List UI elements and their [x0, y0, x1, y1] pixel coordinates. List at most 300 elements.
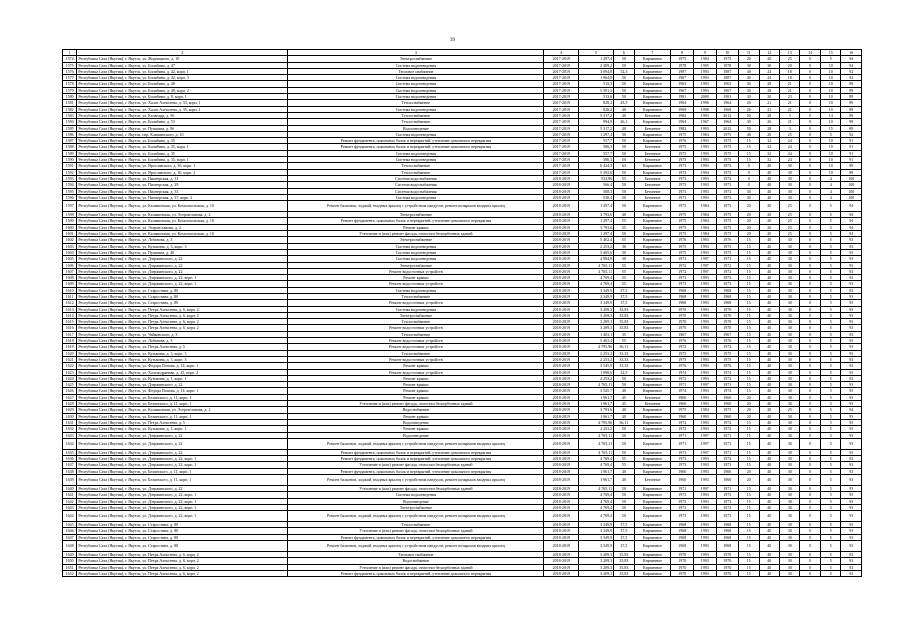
- table-cell-col-12: 40: [759, 319, 779, 325]
- table-cell-col-6: 55: [614, 224, 634, 230]
- table-cell-col-3: Система водоотведения: [288, 249, 544, 255]
- table-cell-col-13: 30: [780, 331, 800, 337]
- table-cell-col-14: 0: [800, 344, 820, 350]
- table-cell-col-8: 1964: [671, 100, 694, 106]
- table-cell-col-10: 1960: [716, 394, 739, 400]
- table-cell-col-5: 3 209,3: [579, 325, 614, 331]
- table-cell-col-7: Кирпичное: [634, 558, 671, 564]
- table-cell-col-8: 1967: [671, 87, 694, 93]
- table-cell-col-1: 1642: [63, 498, 77, 504]
- table-cell-col-15: 5: [820, 131, 840, 137]
- table-cell-col-12: 40: [759, 262, 779, 268]
- table-cell-col-7: Кирпичное: [634, 81, 671, 87]
- table-cell-col-14: 0: [800, 504, 820, 510]
- table-cell-col-11: 40: [739, 75, 759, 81]
- table-cell-col-14: 0: [800, 432, 820, 438]
- table-cell-col-14: 0: [800, 201, 820, 212]
- table-cell-col-14: 0: [800, 106, 820, 112]
- table-cell-col-2: Республика Саха (Якутия), г. Якутск, ул. Ярославского, д. 30, корп. 1: [77, 163, 288, 169]
- table-cell-col-6: 30: [614, 249, 634, 255]
- table-cell-col-12: 40: [759, 449, 779, 455]
- table-cell-col-15: 10: [820, 144, 840, 150]
- table-cell-col-9: 1997: [693, 262, 716, 268]
- table-cell-col-2: Республика Саха (Якутия), г. Якутск, ул. Эсеров/ланова, д. 2: [77, 224, 288, 230]
- table-cell-col-7: Кирпичное: [634, 218, 671, 224]
- table-cell-col-6: 40: [614, 112, 634, 118]
- table-cell-col-8: 1975: [671, 150, 694, 156]
- table-cell-col-15: 5: [820, 243, 840, 249]
- table-cell-col-4: 2018-2019: [544, 338, 579, 344]
- table-cell-col-15: 5: [820, 375, 840, 381]
- table-cell-col-1: 1598: [63, 212, 77, 218]
- table-cell-col-7: Кирпичное: [634, 449, 671, 455]
- table-cell-col-11: 26: [739, 106, 759, 112]
- table-cell-col-6: 50: [614, 138, 634, 144]
- table-cell-col-1: 1639: [63, 475, 77, 486]
- table-cell-col-11: 15: [739, 419, 759, 425]
- table-cell-col-11: 0: [739, 175, 759, 181]
- table-cell-col-4: 2018-2019: [544, 468, 579, 474]
- table-cell-col-1: 1615: [63, 319, 77, 325]
- table-cell-col-16: 93: [841, 534, 862, 540]
- table-cell-col-14: 0: [800, 188, 820, 194]
- table-cell-col-5: 1 297,4: [579, 56, 614, 62]
- table-cell-col-13: 20: [780, 62, 800, 68]
- table-cell-col-6: 50: [614, 382, 634, 388]
- table-cell-col-15: 5: [820, 325, 840, 331]
- table-cell-col-3: Тепловое снабжение: [288, 552, 544, 558]
- table-cell-col-10: 1971: [716, 486, 739, 492]
- table-cell-col-3: Ремонт водосточных устройств: [288, 369, 544, 375]
- table-cell-col-8: 1975: [671, 131, 694, 137]
- table-cell-col-16: 94: [841, 201, 862, 212]
- table-cell-col-9: 1993: [693, 188, 716, 194]
- table-cell-col-10: 1973: [716, 462, 739, 468]
- table-cell-col-8: 1975: [671, 249, 694, 255]
- table-cell-col-1: 1646: [63, 528, 77, 534]
- table-cell-col-13: 24: [780, 157, 800, 163]
- table-cell-col-7: Кирпичное: [634, 306, 671, 312]
- table-cell-col-2: Республика Саха (Якутия), г. Якутск, ул. Билибина, д. 48, корп. 2: [77, 87, 288, 93]
- table-cell-col-11: 15: [739, 356, 759, 362]
- table-cell-col-10: 1975: [716, 150, 739, 156]
- table-cell-col-7: Кирпичное: [634, 300, 671, 306]
- table-cell-col-1: 1619: [63, 344, 77, 350]
- table-cell-col-5: 2 253,2: [579, 350, 614, 356]
- table-cell-col-1: 1588: [63, 144, 77, 150]
- table-cell-col-11: 15: [739, 157, 759, 163]
- table-cell-col-6: 40: [614, 388, 634, 394]
- table-cell-col-1: 1593: [63, 175, 77, 181]
- table-cell-col-4: 2017-2019: [544, 56, 579, 62]
- table-cell-col-1: 1606: [63, 262, 77, 268]
- table-cell-col-13: 25: [780, 131, 800, 137]
- table-cell-col-9: 1997: [693, 256, 716, 262]
- table-cell-col-13: 30: [780, 300, 800, 306]
- table-cell-col-13: 3: [780, 112, 800, 118]
- table-cell-col-16: 93: [841, 486, 862, 492]
- table-cell-col-1: 1604: [63, 249, 77, 255]
- table-cell-col-6: 50: [614, 432, 634, 438]
- table-cell-col-11: 20: [739, 201, 759, 212]
- table-cell-col-2: Республика Саха (Якутия), г. Якутск, ул. Дзержинского, д. 22: [77, 449, 288, 455]
- table-cell-col-13: 25: [780, 224, 800, 230]
- table-cell-col-2: Республика Саха (Якутия), г. Якутск, ул. Билибина, д. 8, корп. 1: [77, 94, 288, 100]
- table-cell-col-11: 15: [739, 522, 759, 528]
- page-number: 39: [450, 38, 455, 43]
- column-header-2: 2: [77, 50, 288, 56]
- column-header-9: 9: [693, 50, 716, 56]
- table-cell-col-9: 1984: [693, 131, 716, 137]
- table-cell-col-1: 1628: [63, 401, 77, 407]
- table-cell-col-14: 0: [800, 138, 820, 144]
- table-cell-col-16: 92: [841, 131, 862, 137]
- table-cell-col-9: 1993: [693, 112, 716, 118]
- table-cell-col-9: 1997: [693, 432, 716, 438]
- table-cell-col-1: 1600: [63, 224, 77, 230]
- table-cell-col-7: Бетонное: [634, 475, 671, 486]
- table-cell-col-11: 15: [739, 243, 759, 249]
- table-cell-col-8: 1970: [671, 325, 694, 331]
- table-cell-col-7: Кирпичное: [634, 426, 671, 432]
- table-cell-col-9: 1993: [693, 150, 716, 156]
- table-cell-col-16: 100: [841, 175, 862, 181]
- table-cell-col-15: 10: [820, 94, 840, 100]
- table-cell-col-14: 0: [800, 363, 820, 369]
- table-cell-col-5: 2 253,2: [579, 375, 614, 381]
- table-cell-col-12: 28: [759, 81, 779, 87]
- table-cell-col-13: 30: [780, 369, 800, 375]
- table-cell-col-3: Ремонт балконов, лоджий, входных крылец с устройством пандусов, ремонт козырьков входных крылец: [288, 475, 544, 486]
- table-cell-col-10: 2012: [716, 112, 739, 118]
- table-cell-col-16: 93: [841, 558, 862, 564]
- table-cell-col-6: 50: [614, 201, 634, 212]
- table-cell-col-11: 30: [739, 87, 759, 93]
- table-cell-col-13: 30: [780, 388, 800, 394]
- table-cell-col-12: 40: [759, 382, 779, 388]
- table-cell-col-3: Теплоснабжение: [288, 112, 544, 118]
- table-cell-col-1: 1581: [63, 100, 77, 106]
- table-cell-col-3: Водоотведение: [288, 432, 544, 438]
- table-cell-col-16: 93: [841, 300, 862, 306]
- table-cell-col-4: 2017-2019: [544, 131, 579, 137]
- table-cell-col-13: 21: [780, 119, 800, 125]
- repair-program-table: [62, 49, 862, 577]
- table-cell-col-9: 1993: [693, 394, 716, 400]
- table-cell-col-7: Кирпичное: [634, 369, 671, 375]
- table-cell-col-5: 2 253,2: [579, 426, 614, 432]
- table-cell-col-2: Республика Саха (Якутия), г. Якутск, ул. Билибина, д. 53: [77, 119, 288, 125]
- table-cell-col-6: 55: [614, 462, 634, 468]
- table-cell-col-3: Ремонт балконов, лоджий, входных крылец с устройством пандусов, ремонт козырьков входных крылец: [288, 541, 544, 552]
- table-cell-col-8: 1970: [671, 558, 694, 564]
- table-cell-col-11: 15: [739, 498, 759, 504]
- table-cell-col-3: Теплоснабжение: [288, 522, 544, 528]
- table-cell-col-11: 15: [739, 287, 759, 293]
- table-cell-col-9: 1993: [693, 511, 716, 522]
- table-cell-col-1: 1631: [63, 419, 77, 425]
- table-cell-col-15: 5: [820, 492, 840, 498]
- table-cell-col-1: 1586: [63, 131, 77, 137]
- table-cell-col-10: 1975: [716, 157, 739, 163]
- table-cell-col-13: 30: [780, 456, 800, 462]
- table-cell-col-8: 1973: [671, 175, 694, 181]
- table-cell-col-4: 2018-2019: [544, 182, 579, 188]
- table-cell-col-3: Водоснабжение: [288, 407, 544, 413]
- table-cell-col-5: 3 349,9: [579, 534, 614, 540]
- table-cell-col-9: 1993: [693, 68, 716, 74]
- table-cell-col-12: 40: [759, 249, 779, 255]
- table-cell-col-5: 3 349,9: [579, 287, 614, 293]
- table-cell-col-12: 40: [759, 175, 779, 181]
- table-cell-col-6: 50: [614, 194, 634, 200]
- table-cell-col-15: 5: [820, 300, 840, 306]
- table-cell-col-4: 2018-2019: [544, 344, 579, 350]
- table-cell-col-8: 1987: [671, 75, 694, 81]
- table-cell-col-15: 5: [820, 281, 840, 287]
- table-cell-col-8: 1976: [671, 338, 694, 344]
- table-cell-col-16: 94: [841, 218, 862, 224]
- table-cell-col-1: 1592: [63, 169, 77, 175]
- table-cell-col-4: 2018-2019: [544, 319, 579, 325]
- table-cell-col-6: 37,5: [614, 541, 634, 552]
- table-cell-col-16: 94: [841, 56, 862, 62]
- table-cell-col-15: 5: [820, 231, 840, 237]
- table-cell-col-6: 63: [614, 163, 634, 169]
- table-cell-col-15: 5: [820, 256, 840, 262]
- table-cell-col-10: 1969: [716, 106, 739, 112]
- table-cell-col-4: 2018-2019: [544, 534, 579, 540]
- table-cell-col-5: 3 094,8: [579, 68, 614, 74]
- table-cell-col-8: 1975: [671, 224, 694, 230]
- table-cell-col-3: Ремонт крыши: [288, 275, 544, 281]
- table-cell-col-5: 1 998,6: [579, 369, 614, 375]
- table-cell-col-6: 50: [614, 449, 634, 455]
- table-cell-col-16: 93: [841, 338, 862, 344]
- table-cell-col-15: 5: [820, 306, 840, 312]
- table-cell-col-7: Кирпичное: [634, 212, 671, 218]
- table-cell-col-4: 2018-2019: [544, 541, 579, 552]
- table-cell-col-13: 30: [780, 522, 800, 528]
- table-cell-col-9: 1984: [693, 407, 716, 413]
- table-cell-col-1: 1626: [63, 388, 77, 394]
- table-cell-col-14: 0: [800, 194, 820, 200]
- table-cell-col-8: 1960: [671, 401, 694, 407]
- table-cell-col-10: 1972: [716, 504, 739, 510]
- table-cell-col-8: 1970: [671, 570, 694, 576]
- column-header-10: 10: [716, 50, 739, 56]
- table-cell-col-12: 20: [759, 56, 779, 62]
- table-cell-col-1: 1648: [63, 541, 77, 552]
- table-cell-col-8: 1960: [671, 413, 694, 419]
- table-cell-col-9: 1984: [693, 218, 716, 224]
- table-cell-col-1: 1590: [63, 157, 77, 163]
- table-cell-col-14: 0: [800, 131, 820, 137]
- table-cell-col-9: 1993: [693, 306, 716, 312]
- table-cell-col-4: 2018-2019: [544, 194, 579, 200]
- table-cell-col-4: 2018-2019: [544, 426, 579, 432]
- table-cell-col-2: Республика Саха (Якутия), г. Якутск, ул. Старостина, д. 80: [77, 522, 288, 528]
- table-cell-col-12: 40: [759, 498, 779, 504]
- table-row: [63, 475, 862, 486]
- table-cell-col-4: 2017-2019: [544, 87, 579, 93]
- table-cell-col-16: 89: [841, 169, 862, 175]
- table-cell-col-16: 93: [841, 306, 862, 312]
- table-cell-col-16: 93: [841, 468, 862, 474]
- table-cell-col-7: Кирпичное: [634, 169, 671, 175]
- table-cell-col-6: 50: [614, 169, 634, 175]
- table-cell-col-14: 0: [800, 388, 820, 394]
- table-cell-col-7: Кирпичное: [634, 249, 671, 255]
- table-cell-col-7: Кирпичное: [634, 407, 671, 413]
- table-cell-col-10: 1970: [716, 306, 739, 312]
- table-cell-col-14: 0: [800, 413, 820, 419]
- table-cell-col-4: 2018-2019: [544, 552, 579, 558]
- table-cell-col-8: 1968: [671, 293, 694, 299]
- table-cell-col-3: Ремонт крыши: [288, 375, 544, 381]
- table-cell-col-2: Республика Саха (Якутия), г. Якутск, ул. Дзержинского, д. 22, корп. 1: [77, 498, 288, 504]
- table-cell-col-14: 0: [800, 100, 820, 106]
- table-cell-col-15: 5: [820, 570, 840, 576]
- table-cell-col-7: Бетонное: [634, 112, 671, 118]
- table-cell-col-9: 1997: [693, 449, 716, 455]
- table-cell-col-10: 1960: [716, 468, 739, 474]
- table-cell-col-4: 2018-2019: [544, 237, 579, 243]
- table-cell-col-8: 1972: [671, 375, 694, 381]
- table-cell-col-11: 15: [739, 300, 759, 306]
- table-cell-col-9: 1997: [693, 486, 716, 492]
- table-cell-col-5: 1 961,7: [579, 401, 614, 407]
- table-cell-col-15: 10: [820, 119, 840, 125]
- table-cell-col-2: Республика Саха (Якутия), г. Якутск, ул. Дзержинского, д. 22, корп. 1: [77, 511, 288, 522]
- table-cell-col-6: 55: [614, 237, 634, 243]
- table-cell-col-3: Электроснабжение: [288, 56, 544, 62]
- table-cell-col-6: 33,33: [614, 356, 634, 362]
- table-cell-col-10: 1972: [716, 344, 739, 350]
- table-cell-col-14: 0: [800, 375, 820, 381]
- table-cell-col-10: 1973: [716, 175, 739, 181]
- table-cell-col-2: Республика Саха (Якутия), г. Якутск, ул. Петра Алексеева, д. 5: [77, 344, 288, 350]
- table-cell-col-9: 1993: [693, 293, 716, 299]
- table-cell-col-9: 1993: [693, 338, 716, 344]
- table-cell-col-8: 1972: [671, 419, 694, 425]
- table-cell-col-8: 1960: [671, 468, 694, 474]
- column-header-5: 5: [579, 50, 614, 56]
- table-cell-col-10: 1970: [716, 564, 739, 570]
- table-cell-col-8: 1973: [671, 462, 694, 468]
- table-cell-col-11: 30: [739, 94, 759, 100]
- table-cell-col-11: 20: [739, 224, 759, 230]
- table-cell-col-16: 89: [841, 106, 862, 112]
- table-cell-col-9: 2000: [693, 94, 716, 100]
- table-cell-col-13: 24: [780, 144, 800, 150]
- table-cell-col-15: 5: [820, 522, 840, 528]
- table-cell-col-13: 30: [780, 287, 800, 293]
- table-cell-col-7: Кирпичное: [634, 281, 671, 287]
- table-cell-col-6: 43,5: [614, 100, 634, 106]
- table-cell-col-9: 1997: [693, 438, 716, 449]
- table-cell-col-7: Кирпичное: [634, 432, 671, 438]
- table-cell-col-10: 1975: [716, 243, 739, 249]
- table-cell-col-7: Кирпичное: [634, 62, 671, 68]
- table-cell-col-16: 93: [841, 498, 862, 504]
- table-cell-col-2: Республика Саха (Якутия), г. Якутск, ул. Кальвинская, ул. Комсомольская, д. 10: [77, 201, 288, 212]
- table-cell-col-12: 40: [759, 275, 779, 281]
- table-cell-col-8: 1973: [671, 511, 694, 522]
- table-cell-col-10: 1975: [716, 138, 739, 144]
- table-cell-col-16: 93: [841, 462, 862, 468]
- table-cell-col-6: 50: [614, 188, 634, 194]
- table-cell-col-11: 15: [739, 375, 759, 381]
- table-cell-col-5: 2 253,2: [579, 243, 614, 249]
- table-cell-col-15: 10: [820, 68, 840, 74]
- table-cell-col-14: 0: [800, 394, 820, 400]
- table-cell-col-6: 55: [614, 456, 634, 462]
- table-cell-col-8: 1972: [671, 504, 694, 510]
- table-cell-col-1: 1651: [63, 564, 77, 570]
- table-cell-col-15: 5: [820, 449, 840, 455]
- table-cell-col-7: Кирпичное: [634, 100, 671, 106]
- table-cell-col-2: Республика Саха (Якутия), г. Якутск, ул. Пушкина, д. 40: [77, 249, 288, 255]
- table-cell-col-11: 50: [739, 125, 759, 131]
- table-cell-col-16: 93: [841, 281, 862, 287]
- table-cell-col-15: 5: [820, 201, 840, 212]
- table-cell-col-5: 3 349,9: [579, 300, 614, 306]
- table-cell-col-5: 2 309,2: [579, 62, 614, 68]
- table-cell-col-14: 0: [800, 94, 820, 100]
- table-cell-col-12: 40: [759, 237, 779, 243]
- table-cell-col-13: 18: [780, 68, 800, 74]
- table-cell-col-2: Республика Саха (Якутия), г. Якутск, ул. Дзержинского, д. 22, корп. 1: [77, 275, 288, 281]
- table-cell-col-5: 3 793,6: [579, 407, 614, 413]
- table-cell-col-6: 50: [614, 62, 634, 68]
- table-cell-col-9: 1993: [693, 363, 716, 369]
- table-cell-col-3: Система водоотведения: [288, 256, 544, 262]
- table-cell-col-16: 93: [841, 356, 862, 362]
- table-cell-col-5: 5 392,6: [579, 169, 614, 175]
- table-cell-col-6: 32,5: [614, 369, 634, 375]
- table-cell-col-9: 1993: [693, 504, 716, 510]
- table-cell-col-6: 36,11: [614, 419, 634, 425]
- table-cell-col-16: 93: [841, 522, 862, 528]
- table-cell-col-5: 4 765,11: [579, 268, 614, 274]
- table-cell-col-3: Теплоснабжение: [288, 331, 544, 337]
- table-cell-col-3: Система водоотведения: [288, 62, 544, 68]
- table-cell-col-5: 515,3: [579, 81, 614, 87]
- table-cell-col-12: 40: [759, 375, 779, 381]
- table-cell-col-1: 1627: [63, 394, 77, 400]
- table-cell-col-14: 0: [800, 293, 820, 299]
- table-cell-col-4: 2018-2019: [544, 306, 579, 312]
- table-cell-col-10: 1971: [716, 256, 739, 262]
- table-cell-col-15: 5: [820, 462, 840, 468]
- table-cell-col-9: 1993: [693, 243, 716, 249]
- table-cell-col-6: 33,33: [614, 350, 634, 356]
- table-cell-col-11: 20: [739, 413, 759, 419]
- table-cell-col-5: 1 961,7: [579, 413, 614, 419]
- table-cell-col-3: Ремонт водосточных устройств: [288, 338, 544, 344]
- table-cell-col-12: 20: [759, 201, 779, 212]
- table-cell-col-9: 1993: [693, 558, 716, 564]
- table-cell-col-13: 30: [780, 375, 800, 381]
- table-cell-col-9: 1993: [693, 564, 716, 570]
- table-cell-col-12: 20: [759, 231, 779, 237]
- table-cell-col-13: 30: [780, 169, 800, 175]
- table-cell-col-6: 50: [614, 504, 634, 510]
- table-cell-col-4: 2017-2019: [544, 138, 579, 144]
- table-cell-col-10: 1971: [716, 438, 739, 449]
- table-cell-col-11: 15: [739, 275, 759, 281]
